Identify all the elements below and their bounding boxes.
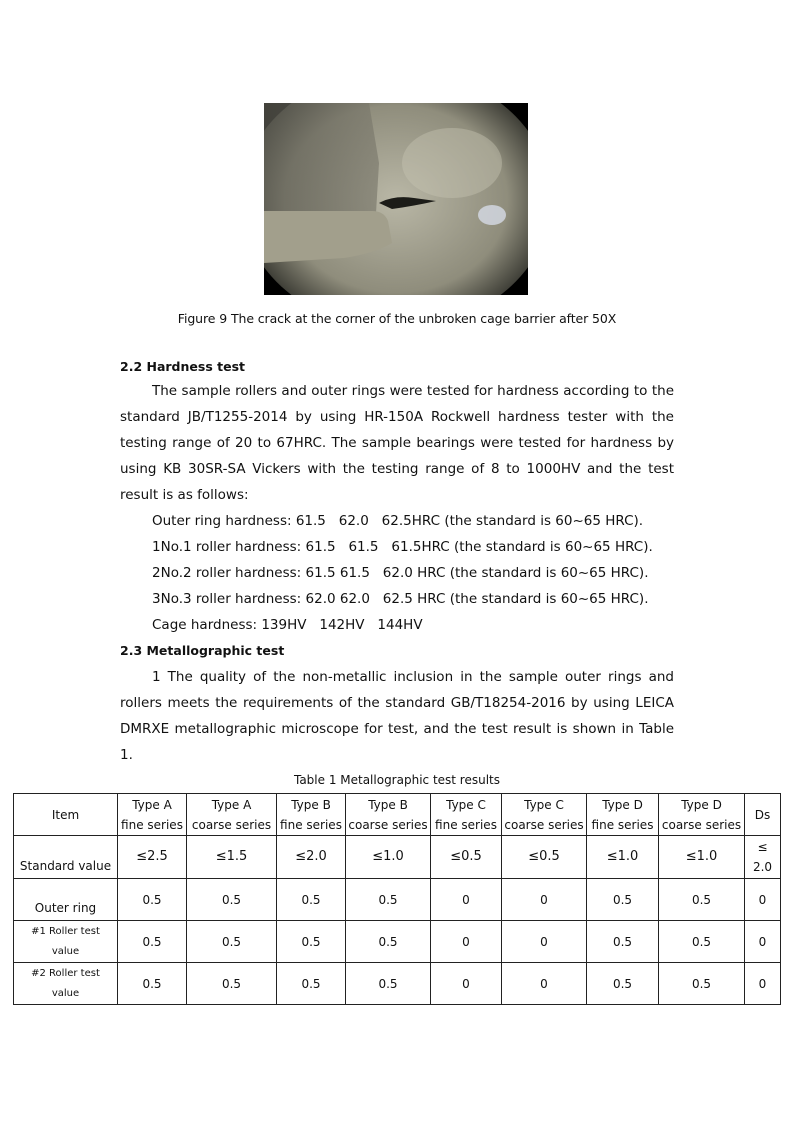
hardness-heading: 2.2 Hardness test	[120, 359, 245, 374]
standard-value-row	[14, 836, 781, 879]
column-header	[346, 794, 431, 836]
table-cell: ≤1.0	[346, 836, 431, 879]
column-header	[502, 794, 587, 836]
column-type: Type A	[132, 797, 172, 812]
table-cell: 0	[502, 879, 587, 921]
column-series: coarse series	[661, 817, 742, 832]
crack-micrograph	[264, 103, 528, 295]
table-row	[14, 879, 781, 921]
table-cell: 0.5	[277, 921, 346, 963]
roller-3-hardness-line: 3No.3 roller hardness: 62.0 62.0 62.5 HRC (the standard is 60~65 HRC).	[152, 591, 649, 607]
metallographic-paragraph: 1 The quality of the non-metallic inclusion in the sample outer rings and rollers meets the requirements of the standard GB/T18254-2016 by using LEICA DMRXE metallographic microscope for test, and the test result is shown in Table 1.	[120, 669, 674, 763]
table-cell: ≤1.0	[659, 836, 745, 879]
column-header	[277, 794, 346, 836]
column-type: Type A	[211, 797, 252, 812]
row-label: Outer ring	[14, 879, 118, 921]
table-cell: 0.5	[187, 963, 277, 1005]
column-header	[659, 794, 745, 836]
table-cell: 0.5	[659, 963, 745, 1005]
row-label	[14, 921, 118, 963]
ds-cell	[745, 836, 781, 879]
column-series: fine series	[591, 817, 654, 832]
row-label-line: value	[51, 945, 80, 957]
ds-symbol: ≤	[757, 840, 768, 854]
column-header	[118, 794, 187, 836]
table-cell: 0.5	[587, 921, 659, 963]
table-cell: ≤2.5	[118, 836, 187, 879]
table-header-row	[14, 794, 781, 836]
row-label-line: #2 Roller test	[31, 967, 100, 979]
row-label-line: value	[51, 987, 80, 999]
ds-value: 2.0	[752, 860, 773, 874]
metallographic-results-table	[13, 793, 781, 1005]
column-series: coarse series	[191, 817, 272, 832]
column-type: Type D	[681, 797, 722, 812]
table-caption: Table 1 Metallographic test results	[293, 773, 501, 787]
outer-ring-hardness-line: Outer ring hardness: 61.5 62.0 62.5HRC (the standard is 60~65 HRC).	[152, 513, 644, 529]
table-cell: 0.5	[346, 963, 431, 1005]
column-type: Type D	[602, 797, 643, 812]
column-header	[431, 794, 502, 836]
column-type: Type C	[446, 797, 486, 812]
table-cell: 0.5	[277, 963, 346, 1005]
table-cell: 0.5	[659, 879, 745, 921]
table-cell: ≤1.5	[187, 836, 277, 879]
hardness-paragraph: The sample rollers and outer rings were tested for hardness according to the standard JB/T1255-2014 by using HR-150A Rockwell hardness tester with the testing range of 20 to 67HRC. The sample bearings were tested for hardness by using KB 30SR-SA Vickers with the testing range of 8 to 1000HV and the test result is as follows:	[120, 383, 674, 503]
ds-cell: 0	[745, 921, 781, 963]
table-cell: 0.5	[118, 921, 187, 963]
cage-hardness-line: Cage hardness: 139HV 142HV 144HV	[152, 617, 423, 633]
column-type: Type C	[524, 797, 564, 812]
table-cell: 0	[431, 921, 502, 963]
table-row	[14, 963, 781, 1005]
table-cell: ≤0.5	[431, 836, 502, 879]
table-cell: 0	[502, 963, 587, 1005]
table-cell: 0.5	[277, 879, 346, 921]
table-cell: 0.5	[587, 963, 659, 1005]
table-cell: 0.5	[187, 921, 277, 963]
table-cell: 0.5	[118, 963, 187, 1005]
column-series: coarse series	[348, 817, 428, 832]
table-cell: 0.5	[118, 879, 187, 921]
column-header	[587, 794, 659, 836]
column-header	[187, 794, 277, 836]
ds-cell: 0	[745, 963, 781, 1005]
column-series: fine series	[280, 817, 342, 832]
table-cell: ≤0.5	[502, 836, 587, 879]
figure-caption: Figure 9 The crack at the corner of the unbroken cage barrier after 50X	[177, 311, 617, 326]
column-series: coarse series	[504, 817, 584, 832]
column-series: fine series	[121, 817, 183, 832]
table-row	[14, 921, 781, 963]
table-cell: 0	[502, 921, 587, 963]
table-cell: 0.5	[187, 879, 277, 921]
roller-2-hardness-line: 2No.2 roller hardness: 61.5 61.5 62.0 HRC (the standard is 60~65 HRC).	[152, 565, 649, 581]
column-series: fine series	[435, 817, 497, 832]
column-type: Type B	[291, 797, 331, 812]
table-cell: 0.5	[346, 921, 431, 963]
row-label	[14, 963, 118, 1005]
table-cell: 0	[431, 963, 502, 1005]
table-cell: ≤2.0	[277, 836, 346, 879]
item-header: Item	[14, 794, 118, 836]
ds-cell: 0	[745, 879, 781, 921]
table-cell: 0.5	[587, 879, 659, 921]
row-label-line: #1 Roller test	[31, 925, 100, 937]
table-cell: 0.5	[346, 879, 431, 921]
table-cell: 0	[431, 879, 502, 921]
column-type: Type B	[368, 797, 408, 812]
table-cell: ≤1.0	[587, 836, 659, 879]
ds-header: Ds	[745, 794, 781, 836]
row-label: Standard value	[14, 836, 118, 879]
roller-1-hardness-line: 1No.1 roller hardness: 61.5 61.5 61.5HRC (the standard is 60~65 HRC).	[152, 539, 653, 555]
table-cell: 0.5	[659, 921, 745, 963]
metallographic-heading: 2.3 Metallographic test	[120, 643, 285, 658]
